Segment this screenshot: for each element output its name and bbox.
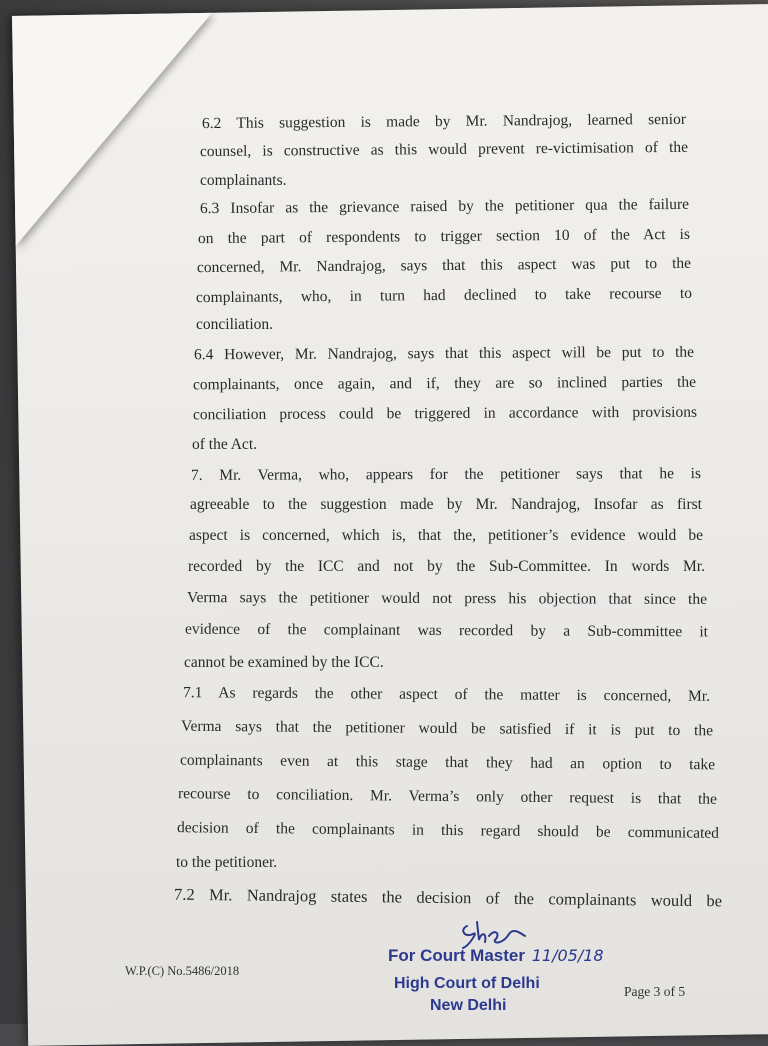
text-line: recorded by the ICC and not by the Sub-Committee. In words Mr. bbox=[188, 558, 705, 575]
text-line: conciliation process could be triggered in accordance with provisions bbox=[192, 403, 698, 424]
text-line: evidence of the complainant was recorded by a Sub-committee it bbox=[184, 620, 709, 641]
text-line: recourse to conciliation. Mr. Verma’s only other request is that the bbox=[177, 785, 718, 808]
text-line: complainants, once again, and if, they are so inclined parties the bbox=[192, 373, 697, 394]
handwritten-date: 11/05/18 bbox=[531, 946, 604, 965]
text-line: complainants. bbox=[200, 172, 287, 189]
stamp-line-1 bbox=[388, 946, 604, 966]
text-line: cannot be examined by the ICC. bbox=[184, 654, 384, 671]
text-line: concerned, Mr. Nandrajog, says that this aspect was put to the bbox=[196, 254, 692, 277]
text-line: aspect is concerned, which is, that the, petitioner’s evidence would be bbox=[189, 527, 703, 544]
page-number: Page 3 of 5 bbox=[624, 984, 686, 999]
text-line: conciliation. bbox=[196, 316, 274, 333]
text-line: 7.2 Mr. Nandrajog states the decision of the complainants would be bbox=[173, 884, 723, 911]
text-line: 7. Mr. Verma, who, appears for the petitioner says that he is bbox=[190, 465, 702, 484]
text-line: 7.1 As regards the other aspect of the matter is concerned, Mr. bbox=[182, 684, 711, 705]
text-line: decision of the complainants in this regard should be communicated bbox=[176, 819, 720, 842]
text-line: on the part of respondents to trigger section 10 of the Act is bbox=[197, 225, 691, 248]
text-line: Verma says the petitioner would not press his objection that since the bbox=[186, 589, 708, 608]
text-line: Verma says that the petitioner would be satisfied if it is put to the bbox=[180, 717, 714, 740]
text-line: 6.4 However, Mr. Nandrajog, says that this aspect will be put to the bbox=[193, 343, 695, 364]
text-line: of the Act. bbox=[192, 436, 257, 453]
stamp-court-master: For Court Master bbox=[388, 946, 525, 965]
text-line: 6.2 This suggestion is made by Mr. Nandrajog, learned senior bbox=[201, 110, 687, 133]
stamp-line-3: New Delhi bbox=[430, 997, 507, 1014]
text-line: agreeable to the suggestion made by Mr. Nandrajog, Insofar as first bbox=[190, 496, 702, 513]
case-number: W.P.(C) No.5486/2018 bbox=[125, 964, 240, 978]
text-line: counsel, is constructive as this would prevent re-victimisation of the bbox=[199, 138, 689, 161]
stamp-line-2: High Court of Delhi bbox=[394, 975, 540, 992]
text-line: complainants even at this stage that they had an option to take bbox=[179, 751, 716, 774]
text-line: 6.3 Insofar as the grievance raised by the petitioner qua the failure bbox=[199, 195, 690, 218]
text-line: to the petitioner. bbox=[176, 854, 278, 871]
text-line: complainants, who, in turn had declined to take recourse to bbox=[195, 284, 693, 307]
